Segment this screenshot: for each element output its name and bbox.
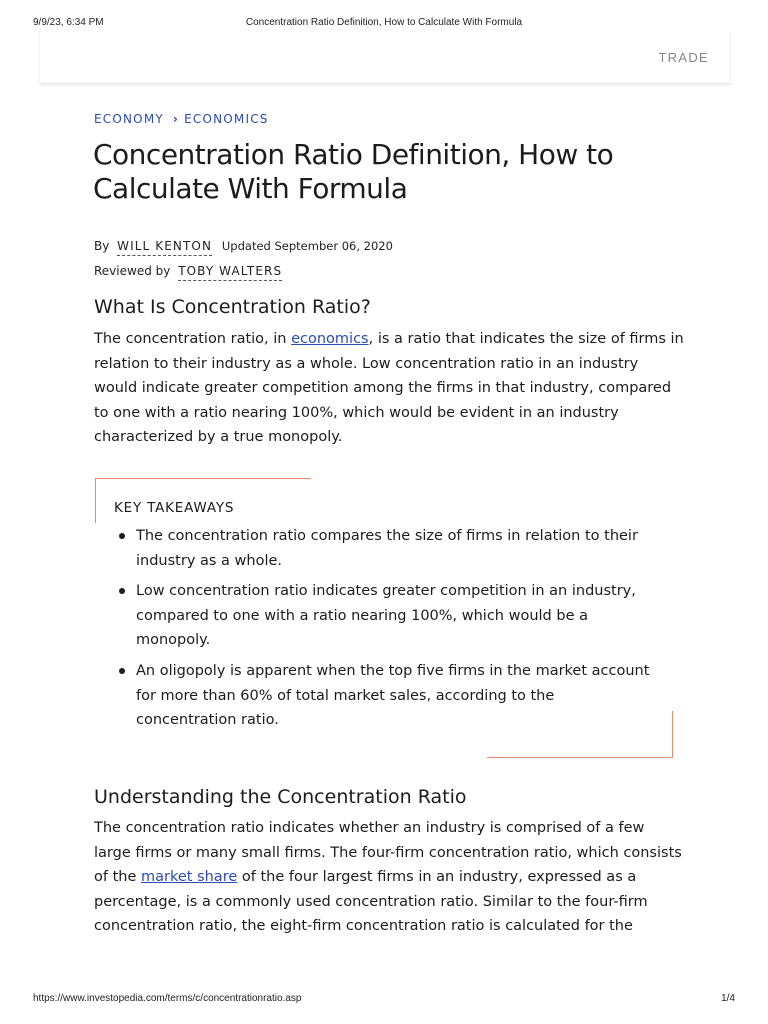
section-paragraph-what-is xyxy=(94,327,684,450)
chevron-right-icon: › xyxy=(172,112,180,126)
by-label: By xyxy=(94,239,110,253)
article-title: Concentration Ratio Definition, How to Calculate With Formula xyxy=(93,138,614,205)
section-heading-understanding: Understanding the Concentration Ratio xyxy=(94,786,467,808)
list-item xyxy=(114,579,659,653)
list-item xyxy=(114,659,659,733)
list-item-text: Low concentration ratio indicates greater competition in an industry, compared to one with a ratio nearing 100%, which would be a monopoly. xyxy=(136,583,636,649)
bullet-icon xyxy=(119,668,125,674)
breadcrumb-item-economy[interactable]: ECONOMY xyxy=(94,112,164,126)
market-share-link[interactable]: market share xyxy=(141,869,238,886)
list-item-text: The concentration ratio compares the size of firms in relation to their industry as a whole. xyxy=(136,528,638,569)
breadcrumb-item-economics[interactable]: ECONOMICS xyxy=(184,112,269,126)
print-doc-title: Concentration Ratio Definition, How to Calculate With Formula xyxy=(245,17,523,28)
section-paragraph-understanding xyxy=(94,816,684,939)
bullet-icon xyxy=(119,588,125,594)
economics-link[interactable]: economics xyxy=(291,331,369,347)
breadcrumb xyxy=(94,112,269,126)
page-number: 1/4 xyxy=(721,993,735,1004)
key-takeaways-title: KEY TAKEAWAYS xyxy=(114,500,235,516)
site-header-bar xyxy=(40,30,730,83)
reviewer-link[interactable]: TOBY WALTERS xyxy=(178,264,282,281)
paragraph-text: The concentration ratio indicates whether an industry is comprised of a few large firms or many small firms. The four-firm concentration ratio, which consists of the xyxy=(94,820,682,886)
paragraph-text: The concentration ratio, in xyxy=(94,331,292,347)
list-item-text: An oligopoly is apparent when the top five firms in the market account for more than 60% of total market sales, according to the concentration ratio. xyxy=(136,662,650,729)
byline-author xyxy=(94,239,393,253)
print-url: https://www.investopedia.com/terms/c/concentrationratio.asp xyxy=(33,993,302,1004)
trade-link[interactable]: TRADE xyxy=(658,50,709,65)
paragraph-text: of the four largest firms in an industry, expressed as a percentage, is a commonly used concentration ratio. Similar to the four-firm concentration ratio, the eight-firm concentration ratio is calculated for the xyxy=(94,869,648,935)
section-heading-what-is: What Is Concentration Ratio? xyxy=(94,296,371,318)
paragraph-text: , is a ratio that indicates the size of firms in relation to their industry as a whole. Low concentration ratio in an industry would indicate greater competition among the firms in that industry, compared to one with a ratio nearing 100%, which would be evident in an industry characterized by a true monopoly. xyxy=(94,331,684,446)
updated-date: Updated September 06, 2020 xyxy=(221,239,393,253)
byline-reviewer xyxy=(94,264,282,278)
author-link[interactable]: WILL KENTON xyxy=(117,239,212,256)
bullet-icon xyxy=(119,533,125,539)
key-takeaways-list xyxy=(114,524,659,739)
reviewed-by-label: Reviewed by xyxy=(94,264,171,278)
print-date: 9/9/23, 6:34 PM xyxy=(33,17,104,28)
list-item xyxy=(114,524,659,573)
